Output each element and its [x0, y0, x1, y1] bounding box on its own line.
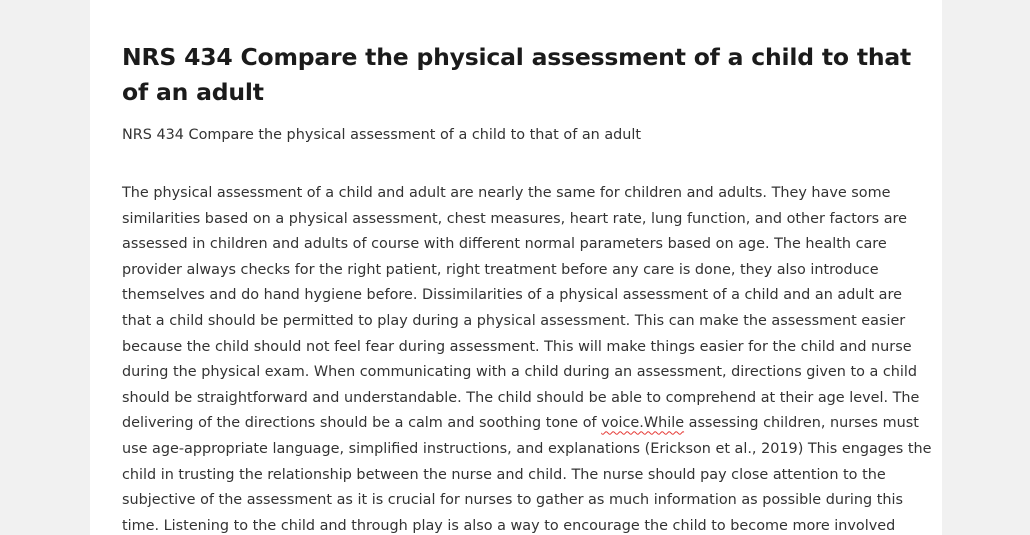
body-line: assessed in children and adults of course with different normal parameters based on age. The health care [122, 236, 887, 253]
body-line: use age-appropriate language, simplified instructions, and explanations (Erickson et al., 2019) This engages the [122, 440, 932, 457]
body-line: time. Listening to the child and through play is also a way to encourage the child to become more involved [122, 517, 896, 534]
body-line-text: delivering of the directions should be a calm and soothing tone of [122, 415, 602, 432]
body-line: similarities based on a physical assessment, chest measures, heart rate, lung function, and other factors are [122, 210, 907, 227]
body-line: subjective of the assessment as it is crucial for nurses to gather as much information as possible during this [122, 492, 903, 509]
body-line: The physical assessment of a child and adult are nearly the same for children and adults. They have some [122, 185, 891, 201]
body-line: provider always checks for the right patient, right treatment before any care is done, they also introduce [122, 261, 879, 278]
article-page [90, 0, 942, 535]
article-subtitle: NRS 434 Compare the physical assessment of a child to that of an adult [122, 127, 642, 143]
body-line: that a child should be permitted to play during a physical assessment. This can make the assessment easier [122, 312, 906, 329]
spellcheck-flagged-word: voice.While [601, 415, 685, 432]
body-line: themselves and do hand hygiene before. Dissimilarities of a physical assessment of a child and an adult are [122, 287, 902, 304]
body-line: during the physical exam. When communicating with a child during an assessment, directions given to a child [122, 364, 918, 381]
body-line [122, 411, 919, 437]
body-line: child in trusting the relationship between the nurse and child. The nurse should pay close attention to the [122, 466, 886, 483]
body-line: because the child should not feel fear during assessment. This will make things easier for the child and nurse [122, 338, 912, 355]
article-body [122, 181, 932, 535]
article-title: NRS 434 Compare the physical assessment of a child to that of an adult [122, 43, 912, 106]
body-line: should be straightforward and understandable. The child should be able to comprehend at their age level. The [122, 389, 920, 406]
article-content [122, 40, 932, 535]
body-line-text: assessing children, nurses must [684, 415, 919, 432]
